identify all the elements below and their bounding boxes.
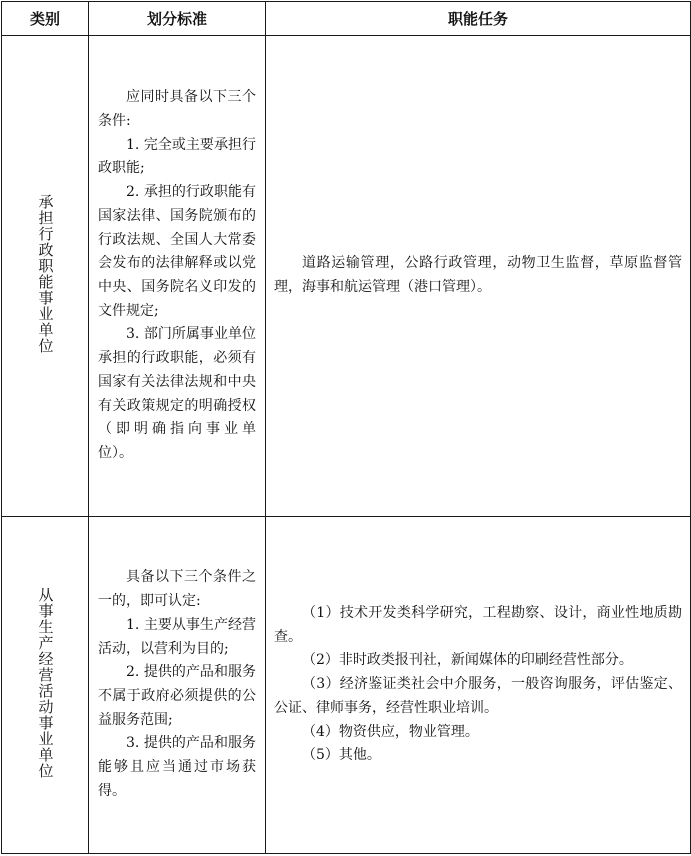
criteria-intro: 应同时具备以下三个条件: [98,89,256,130]
header-duties: 职能任务 [266,2,691,36]
category-label: 从事生产经营活动事业单位 [36,587,55,779]
criteria-item: 3. 部门所属事业单位承担的行政职能，必须有国家有关法律法规和中央有关政策规定的明确授权（即明确指向事业单位）。 [98,326,256,461]
category-cell [2,517,89,854]
duty-item: （5）其他。 [302,747,381,764]
duty-item: （4）物资供应，物业管理。 [302,723,479,740]
criteria-item: 1. 完全或主要承担行政职能; [98,136,256,177]
duty-item: 道路运输管理，公路行政管理，动物卫生监督，草原监督管理，海事和航运管理（港口管理）。 [274,255,682,295]
criteria-cell [89,36,266,517]
criteria-item: 2. 承担的行政职能有国家法律、国务院颁布的行政法规、全国人大常委会发布的法律解释或以党中央、国务院名义印发的文件规定; [98,184,256,319]
header-category: 类别 [2,2,89,36]
category-cell [2,36,89,517]
duty-item: （3）经济鉴证类社会中介服务，一般咨询服务，评估鉴定、公证、律师事务，经营性职业培训。 [274,676,682,716]
category-label: 承担行政职能事业单位 [36,194,55,354]
criteria-item: 3. 提供的产品和服务能够且应当通过市场获得。 [98,735,256,799]
duties-cell [266,36,691,517]
table-row [2,517,691,854]
criteria-item: 1. 主要从事生产经营活动，以营利为目的; [98,616,256,657]
classification-table [1,1,691,854]
criteria-intro: 具备以下三个条件之一的，即可认定: [98,569,256,610]
header-criteria: 划分标准 [89,2,266,36]
duty-item: （1）技术开发类科学研究，工程勘察、设计，商业性地质勘查。 [274,605,682,645]
table-header-row [2,2,691,36]
table-row [2,36,691,517]
criteria-cell [89,517,266,854]
duty-item: （2）非时政类报刊社，新闻媒体的印刷经营性部分。 [302,652,633,669]
criteria-item: 2. 提供的产品和服务不属于政府必须提供的公益服务范围; [98,664,256,728]
duties-cell [266,517,691,854]
